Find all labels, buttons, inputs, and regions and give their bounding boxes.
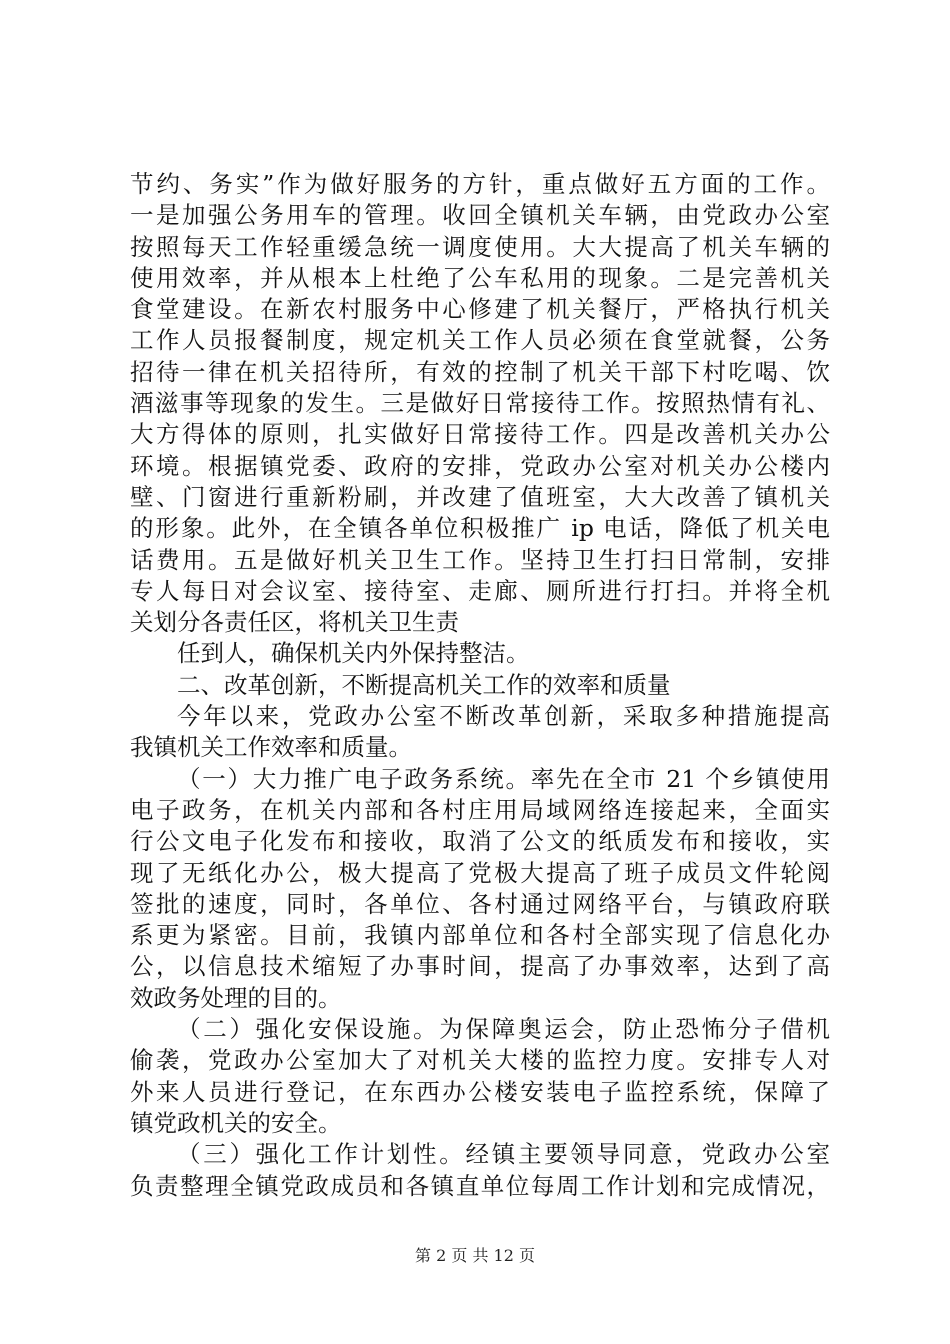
text-line: 我镇机关工作效率和质量。 xyxy=(130,733,412,762)
text-line: 环境。根据镇党委、政府的安排，党政办公室对机关办公楼内 xyxy=(130,451,830,480)
text-line: 现了无纸化办公，极大提高了党极大提高了班子成员文件轮阅 xyxy=(130,858,830,887)
text-line: 按照每天工作轻重缓急统一调度使用。大大提高了机关车辆的 xyxy=(130,232,830,261)
text-line: 酒滋事等现象的发生。三是做好日常接待工作。按照热情有礼、 xyxy=(130,389,830,418)
text-line: 的形象。此外，在全镇各单位积极推广 ip 电话，降低了机关电 xyxy=(130,514,830,543)
text-line: 壁、门窗进行重新粉刷，并改建了值班室，大大改善了镇机关 xyxy=(130,482,830,511)
text-line: （一）大力推广电子政务系统。率先在全市 21 个乡镇使用 xyxy=(177,764,830,793)
text-line: 使用效率，并从根本上杜绝了公车私用的现象。二是完善机关 xyxy=(130,263,830,292)
text-line: 节约、务实”作为做好服务的方针，重点做好五方面的工作。 xyxy=(130,170,830,198)
text-line: 电子政务，在机关内部和各村庄用局域网络连接起来，全面实 xyxy=(130,795,830,824)
text-line: （二）强化安保设施。为保障奥运会，防止恐怖分子借机 xyxy=(177,1015,830,1044)
text-line: 二、改革创新，不断提高机关工作的效率和质量 xyxy=(177,670,671,699)
page-footer: 第 2 页 共 12 页 xyxy=(415,1246,535,1265)
text-line: 大方得体的原则，扎实做好日常接待工作。四是改善机关办公 xyxy=(130,420,830,449)
text-line: 效政务处理的目的。 xyxy=(130,983,342,1012)
text-line: 今年以来，党政办公室不断改革创新，采取多种措施提高 xyxy=(177,702,830,731)
text-line: 系更为紧密。目前，我镇内部单位和各村全部实现了信息化办 xyxy=(130,921,830,950)
text-line: 任到人，确保机关内外保持整洁。 xyxy=(177,639,530,668)
text-line: 专人每日对会议室、接待室、走廊、厕所进行打扫。并将全机 xyxy=(130,576,830,605)
text-line: 镇党政机关的安全。 xyxy=(130,1108,342,1137)
text-line: 公，以信息技术缩短了办事时间，提高了办事效率，达到了高 xyxy=(130,952,830,981)
text-line: 关划分各责任区，将机关卫生责 xyxy=(130,608,459,637)
text-line: 负责整理全镇党政成员和各镇直单位每周工作计划和完成情况， xyxy=(130,1171,830,1200)
text-line: 外来人员进行登记，在东西办公楼安装电子监控系统，保障了 xyxy=(130,1077,830,1106)
document-body xyxy=(130,169,830,1202)
text-line: （三）强化工作计划性。经镇主要领导同意，党政办公室 xyxy=(177,1140,830,1169)
text-line: 话费用。五是做好机关卫生工作。坚持卫生打扫日常制，安排 xyxy=(130,545,830,574)
text-line: 行公文电子化发布和接收，取消了公文的纸质发布和接收，实 xyxy=(130,827,830,856)
text-line: 签批的速度，同时，各单位、各村通过网络平台，与镇政府联 xyxy=(130,889,830,918)
text-line: 食堂建设。在新农村服务中心修建了机关餐厅，严格执行机关 xyxy=(130,295,830,324)
text-line: 招待一律在机关招待所，有效的控制了机关干部下村吃喝、饮 xyxy=(130,357,830,386)
body-text xyxy=(130,169,830,1202)
text-line: 偷袭，党政办公室加大了对机关大楼的监控力度。安排专人对 xyxy=(130,1046,830,1075)
text-line: 工作人员报餐制度，规定机关工作人员必须在食堂就餐，公务 xyxy=(130,326,830,355)
text-line: 一是加强公务用车的管理。收回全镇机关车辆，由党政办公室 xyxy=(130,201,830,230)
